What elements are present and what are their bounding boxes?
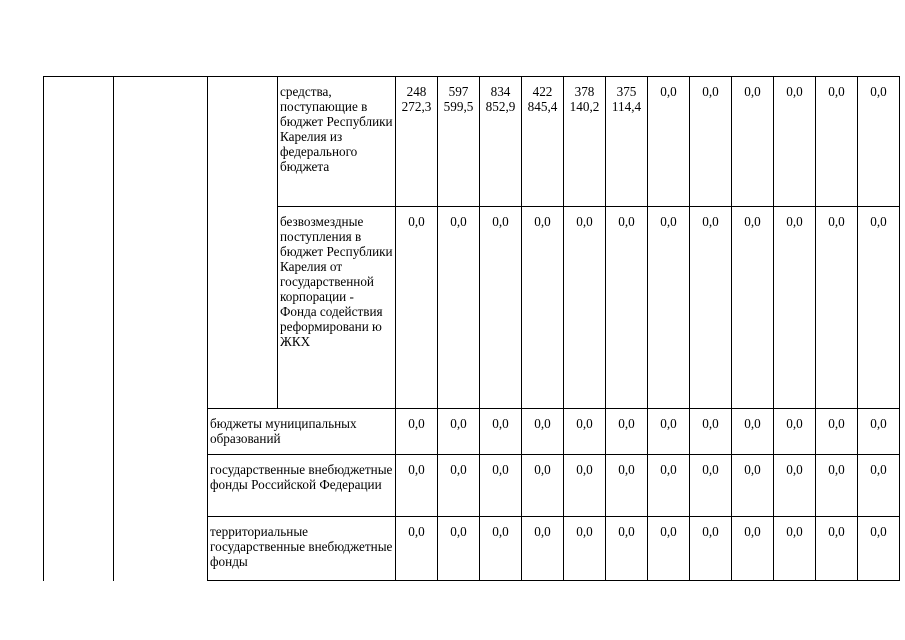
value-cell: 0,0 [816,77,858,207]
value-cell: 0,0 [690,455,732,517]
row-label: государственные внебюджетные фонды Российской Федерации [208,455,396,517]
value-cell: 0,0 [732,517,774,581]
value-cell: 0,0 [816,409,858,455]
value-cell: 0,0 [564,517,606,581]
value-cell: 0,0 [858,517,900,581]
value-cell: 0,0 [522,517,564,581]
value-cell: 0,0 [396,455,438,517]
value-cell: 0,0 [564,455,606,517]
value-cell: 0,0 [858,207,900,409]
value-cell: 0,0 [522,455,564,517]
value-cell: 0,0 [480,517,522,581]
table-row [44,77,900,207]
value-cell: 0,0 [564,207,606,409]
value-cell: 0,0 [522,409,564,455]
value-cell: 0,0 [480,409,522,455]
value-cell: 0,0 [858,409,900,455]
value-cell: 0,0 [396,517,438,581]
value-cell: 0,0 [858,455,900,517]
value-cell: 0,0 [606,207,648,409]
value-cell: 0,0 [732,207,774,409]
value-cell: 0,0 [648,77,690,207]
value-cell: 0,0 [438,409,480,455]
value-cell: 0,0 [732,455,774,517]
value-cell: 834 852,9 [480,77,522,207]
blank-column-2 [114,77,208,581]
blank-column-3 [208,77,278,409]
value-cell: 0,0 [480,455,522,517]
value-cell: 0,0 [522,207,564,409]
value-cell: 422 845,4 [522,77,564,207]
value-cell: 0,0 [564,409,606,455]
value-cell: 378 140,2 [564,77,606,207]
value-cell: 0,0 [438,207,480,409]
table-body [44,77,900,581]
value-cell: 0,0 [816,207,858,409]
value-cell: 0,0 [732,77,774,207]
value-cell: 0,0 [480,207,522,409]
value-cell: 0,0 [774,409,816,455]
value-cell: 0,0 [774,77,816,207]
value-cell: 248 272,3 [396,77,438,207]
value-cell: 0,0 [648,455,690,517]
value-cell: 0,0 [396,207,438,409]
value-cell: 0,0 [606,409,648,455]
value-cell: 0,0 [690,77,732,207]
value-cell: 0,0 [858,77,900,207]
value-cell: 0,0 [816,517,858,581]
value-cell: 0,0 [648,517,690,581]
value-cell: 0,0 [648,207,690,409]
value-cell: 0,0 [732,409,774,455]
value-cell: 0,0 [396,409,438,455]
value-cell: 0,0 [438,517,480,581]
row-label: средства, поступающие в бюджет Республики Карелия из федерального бюджета [278,77,396,207]
value-cell: 0,0 [774,517,816,581]
value-cell: 0,0 [690,517,732,581]
row-label: территориальные государственные внебюджетные фонды [208,517,396,581]
value-cell: 0,0 [648,409,690,455]
value-cell: 0,0 [816,455,858,517]
value-cell: 0,0 [690,409,732,455]
funding-table [43,76,900,581]
blank-column-1 [44,77,114,581]
value-cell: 0,0 [690,207,732,409]
value-cell: 0,0 [774,207,816,409]
row-label: бюджеты муниципальных образований [208,409,396,455]
value-cell: 0,0 [606,455,648,517]
value-cell: 375 114,4 [606,77,648,207]
value-cell: 0,0 [606,517,648,581]
value-cell: 597 599,5 [438,77,480,207]
value-cell: 0,0 [438,455,480,517]
row-label: безвозмездные поступления в бюджет Республики Карелия от государственной корпорации - Фонда содействия реформировани ю ЖКХ [278,207,396,409]
value-cell: 0,0 [774,455,816,517]
